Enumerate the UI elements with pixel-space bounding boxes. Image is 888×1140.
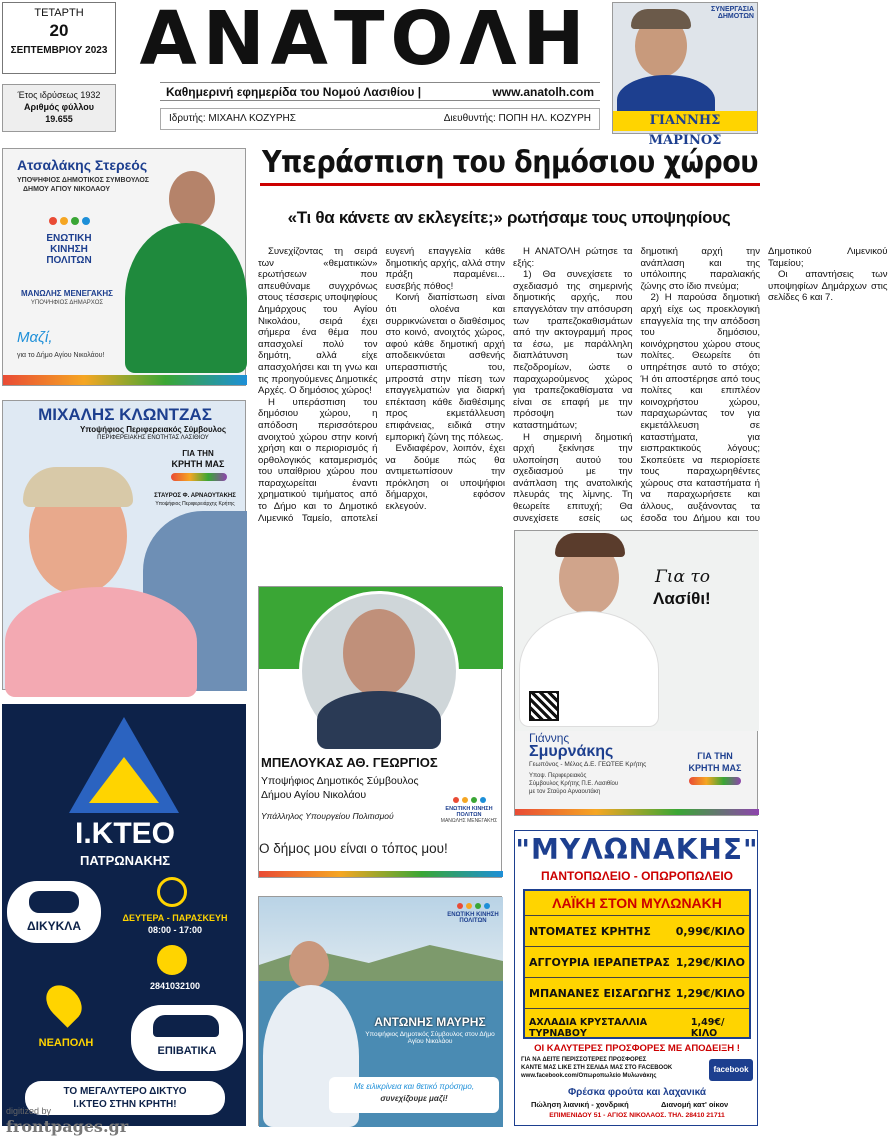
director: Διευθυντής: ΠΟΠΗ ΗΛ. ΚΟΖΥΡΗ [443, 113, 591, 124]
mavris-party: ΕΝΩΤΙΚΗ ΚΙΝΗΣΗ ΠΟΛΙΤΩΝ [447, 912, 499, 924]
price-row [525, 1009, 749, 1045]
article-paragraph: Οι απαντήσεις των υποψηφίων Δημάρχων στις σελίδες 6 και 7. [768, 269, 888, 304]
color-stripe [3, 375, 247, 385]
mavris-slogan2: συνεχίζουμε μαζί! [380, 1094, 448, 1103]
klontzas-crete: ΚΡΗΤΗ ΜΑΣ [171, 459, 225, 469]
crete-logo-icon [171, 473, 227, 481]
credits-bar [160, 108, 600, 130]
ad-smyrnakis[interactable] [514, 530, 758, 816]
item-name: ΑΓΓΟΥΡΙΑ ΙΕΡΑΠΕΤΡΑΣ [529, 956, 670, 969]
price-banner: ΛΑΪΚΗ ΣΤΟΝ ΜΥΛΩΝΑΚΗ [525, 891, 749, 916]
phone-icon [157, 945, 187, 975]
smyrnakis-job: Γεωπόνος - Μέλος Δ.Ε. ΓΕΩΤΕΕ Κρήτης [529, 761, 647, 768]
klontzas-role2: ΠΕΡΙΦΕΡΕΙΑΚΗΣ ΕΝΟΤΗΤΑΣ ΛΑΣΙΘΙΟΥ [97, 435, 209, 441]
beloukas-jacket [317, 691, 441, 749]
ad-mavris[interactable] [258, 896, 502, 1126]
item-name: ΑΧΛΑΔΙΑ ΚΡΥΣΤΑΛΛΙΑ ΤΥΡΝΑΒΟΥ [529, 1017, 648, 1039]
smyrnakis-last: Σμυρνάκης [529, 743, 614, 760]
smyrnakis-crete: ΚΡΗΤΗ ΜΑΣ [688, 763, 742, 773]
smyrnakis-role2: Σύμβουλος Κρήτης Π.Ε. Λασιθίου [529, 781, 619, 787]
item-price: 1,49€/ΚΙΛΟ [690, 1017, 725, 1039]
kteo-place: ΝΕΑΠΟΛΗ [38, 1037, 94, 1049]
date-box [2, 2, 116, 74]
ad-atsalakis[interactable] [2, 148, 246, 386]
party-logo-icon [445, 903, 501, 909]
item-price: 0,99€/ΚΙΛΟ [675, 925, 745, 938]
beloukas-name: ΜΠΕΛΟΥΚΑΣ ΑΘ. ΓΕΩΡΓΙΟΣ [261, 755, 438, 770]
founded-year: Έτος ιδρύσεως 1932 [17, 90, 101, 100]
newspaper-title: ΑΝΑΤΟΛΗ [139, 0, 591, 82]
klontzas-leader-role: Υποψήφιος Περιφερειάρχης Κρήτης [155, 501, 235, 507]
article-headline: Υπεράσπιση του δημόσιου χώρου [260, 143, 760, 186]
mayor-name: ΜΑΝΩΛΗΣ ΜΕΝΕΓΑΚΗΣ [21, 289, 113, 298]
klontzas-hair [23, 467, 133, 507]
website-link[interactable]: www.anatolh.com [492, 85, 594, 99]
mylonakis-offers: ΟΙ ΚΑΛΥΤΕΡΕΣ ΠΡΟΣΦΟΡΕΣ ΜΕ ΑΠΟΔΕΙΞΗ ! [534, 1043, 740, 1054]
clock-icon [157, 877, 187, 907]
item-price: 1,29€/ΚΙΛΟ [675, 956, 745, 969]
kteo-brand: Ι.ΚΤΕΟ [74, 817, 175, 850]
moto-badge [7, 881, 101, 943]
article-paragraph: Η ΑΝΑΤΟΛΗ ρώτησε τα εξής: [513, 246, 633, 269]
article-subhead: «Τι θα κάνετε αν εκλεγείτε;» ρωτήσαμε τους υποψηφίους [287, 208, 731, 227]
watermark-1: digitized by [6, 1106, 52, 1116]
marinos-badge: ΣΥΝΕΡΓΑΣΙΑ ΔΗΜΟΤΩΝ [711, 6, 754, 20]
location-pin-icon [39, 978, 88, 1027]
atsalakis-name: Ατσαλάκης Στερεός [17, 157, 148, 173]
article-paragraph: 1) Θα συνεχίσετε το σχεδιασμό της σημερινής δημοτικής αρχής, που επαγγελόταν την απόσυρση των τραπεζοκαθισμάτων από την ακτογραμμή προς τα έσω, με παράλληλη διαπλάτυνση των πεζοδρομίων, ώστε ο παραχωρούμενος χώρος για τραπεζοκαθίσματα να είναι σε επαφή με την πρόσοψη των καταστημάτων; [513, 269, 633, 431]
fb-url[interactable]: www.facebook.com/Οπωροπωλείο Μυλωνάκης [521, 1073, 657, 1079]
price-row [525, 978, 749, 1009]
beloukas-slogan: Ο δήμος μου είναι ο τόπος μου! [259, 841, 448, 856]
motorcycle-icon [29, 891, 79, 913]
facebook-icon[interactable]: facebook [709, 1059, 753, 1081]
mayor-role: ΥΠΟΨΗΦΙΟΣ ΔΗΜΑΡΧΟΣ [30, 300, 104, 306]
atsalakis-role2: ΔΗΜΟΥ ΑΓΙΟΥ ΝΙΚΟΛΑΟΥ [23, 186, 111, 193]
smyrnakis-hair [555, 533, 625, 557]
mylonakis-subtitle: ΠΑΝΤΟΠΩΛΕΙΟ - ΟΠΩΡΟΠΩΛΕΙΟ [541, 869, 733, 883]
klontzas-leader: ΣΤΑΥΡΟΣ Φ. ΑΡΝΑΟΥΤΑΚΗΣ [154, 493, 236, 499]
mylonakis-title: "ΜΥΛΩΝΑΚΗΣ" [515, 833, 759, 866]
beloukas-job: Υπάλληλος Υπουργείου Πολιτισμού [261, 811, 394, 821]
atsalakis-photo [169, 171, 215, 227]
watermark-2[interactable]: frontpages.gr [6, 1117, 129, 1136]
mylonakis-sales: Πώληση λιανική - χονδρική [531, 1100, 629, 1109]
beloukas-party: ΕΝΩΤΙΚΗ ΚΙΝΗΣΗ ΠΟΛΙΤΩΝ [445, 806, 493, 818]
price-row [525, 916, 749, 947]
mylonakis-fresh: Φρέσκα φρούτα και λαχανικά [567, 1087, 707, 1098]
mavris-slogan1: Με ειλικρίνεια και θετικό πρόσημο, [353, 1082, 475, 1091]
marinos-name: ΓΙΑΝΝΗΣ ΜΑΡΙΝΟΣ [613, 111, 757, 131]
price-row [525, 947, 749, 978]
ad-marinos[interactable] [612, 2, 758, 148]
klontzas-name: ΜΙΧΑΛΗΣ ΚΛΩΝΤΖΑΣ [38, 405, 212, 424]
item-price: 1,29€/ΚΙΛΟ [675, 987, 745, 1000]
article-paragraph: Η σημερινή δημοτική αρχή ξεκίνησε την υλοποίηση αυτού του σχεδιασμού με την ανάπλαση της ανατολικής πλευράς της λίμνης. Τη θεωρείτε επιτυχή; Θα συνεχίσετε εσείς ως δημοτική αρχή την ανάπλαση και της υπόλοιπης παραλιακής ζώνης στο ίδιο πνεύμα; [513, 246, 760, 524]
car-badge [131, 1005, 243, 1071]
car-label: ΕΠΙΒΑΤΙΚΑ [157, 1045, 217, 1057]
party-name-2: ΚΙΝΗΣΗ [50, 244, 88, 255]
smyrnakis-role3: με τον Σταύρο Αρναουτάκη [529, 789, 601, 795]
article-body [258, 246, 888, 526]
item-name: ΝΤΟΜΑΤΕΣ ΚΡΗΤΗΣ [529, 925, 651, 938]
mavris-role: Υποψήφιος Δημοτικός Σύμβουλος στον Δήμο Αγίου Νικολάου [365, 1031, 495, 1045]
car-icon [153, 1015, 219, 1037]
item-name: ΜΠΑΝΑΝΕΣ ΕΙΣΑΓΩΓΗΣ [529, 987, 672, 1000]
mylonakis-fb-text [521, 1056, 701, 1080]
beloukas-role2: Δήμου Αγίου Νικολάου [261, 789, 367, 801]
mylonakis-address: ΕΠΙΜΕΝΙΔΟΥ 51 - ΑΓΙΟΣ ΝΙΚΟΛΑΟΣ. ΤΗΛ. 28410 21711 [549, 1112, 725, 1119]
klontzas-shirt [5, 587, 197, 697]
atsalakis-slogan2: για το Δήμο Αγίου Νικολάου! [17, 352, 105, 359]
smyrnakis-slogan2: Λασίθι! [653, 589, 711, 608]
color-stripe [515, 809, 759, 815]
article-paragraph: Ενδιαφέρον, λοιπόν, έχει να δούμε πώς θα αντιμετωπίσουν την πρόκληση οι υποψήφιοι δήμαρχοι, εφόσον εκλεγούν. [385, 443, 505, 513]
mavris-photo [289, 941, 329, 989]
date-number: 20 [49, 21, 69, 40]
mavris-name: ΑΝΤΩΝΗΣ ΜΑΥΡΗΣ [374, 1015, 486, 1029]
kteo-name: ΠΑΤΡΩΝΑΚΗΣ [79, 853, 171, 868]
smyrnakis-for: ΓΙΑ ΤΗΝ [697, 751, 733, 761]
issue-label: Αριθμός φύλλου [24, 102, 94, 112]
moto-label: ΔΙΚΥΚΛΑ [27, 919, 81, 933]
smyrnakis-role1: Υποψ. Περιφερειακός [529, 773, 587, 779]
kteo-phone[interactable]: 2841032100 [149, 981, 201, 991]
kteo-days: ΔΕΥΤΕΡΑ - ΠΑΡΑΣΚΕΥΗ [122, 913, 228, 923]
atsalakis-slogan: Μαζί, [17, 329, 53, 346]
masthead [125, 0, 605, 80]
beloukas-party-logo [439, 797, 499, 824]
party-logo [21, 217, 117, 266]
mylonakis-delivery: Διανομή κατ' οίκον [661, 1100, 729, 1109]
atsalakis-shirt [125, 223, 247, 373]
fb-line-1: ΓΙΑ ΝΑ ΔΕΙΤΕ ΠΕΡΙΣΣΟΤΕΡΕΣ ΠΡΟΣΦΟΡΕΣ [521, 1057, 647, 1063]
color-stripe [259, 871, 503, 877]
smyrnakis-slogan1: Για το [655, 567, 710, 587]
mavris-slogan-box [329, 1077, 499, 1113]
price-list [523, 889, 751, 1039]
marinos-hair [631, 9, 691, 29]
party-name-1: ΕΝΩΤΙΚΗ [46, 233, 92, 244]
article-paragraph: 2) Η παρούσα δημοτική αρχή είχε ως προεκλογική επαγγελία της την απόδοση του δημόσιου, κοινόχρηστου χώρου στους πολίτες. Θεωρείτε ότι υπηρέτησε αυτό το στόχο; Ή ότι αποστέρησε από τους πολίτες και επιπλέον κοινοχρήστου χώρου, παραχωρώντας τον για εκμετάλλευση σε καταστήματα, για εισπρακτικούς λόγους; Σκοπεύετε να περιορίσετε τους παραχωρηθέντες χώρους στα καταστήματα ή να παραχωρήσετε και άλλους, αυξάνοντας τα έσοδα του Δήμου και του Δημοτικού Λιμενικού Ταμείου; [640, 246, 888, 524]
article-paragraph: Κοινή διαπίστωση είναι ότι ολοένα και συρρικνώνεται ο διαθέσιμος στο κοινό, ανοιχτός χώρος, αφού κάθε δημοτική αρχή αποδεικνύεται ασθενής υπερασπιστής του, μπροστά στην πίεση των επαγγελματιών για διαρκή επέκταση κάθε διαθέσιμης προς εκμετάλλευση επιφάνειας, ειδικά στην εμπορική ζώνη της πόλεως. [385, 292, 505, 443]
smyrnakis-first: Γιάννης [529, 731, 570, 745]
fb-line-2: ΚΑΝΤΕ ΜΑΣ LIKE ΣΤΗ ΣΕΛΙΔΑ ΜΑΣ ΣΤΟ FACEBOOK [521, 1065, 673, 1071]
beloukas-photo [343, 609, 415, 697]
issue-box [2, 84, 116, 132]
issue-number: 19.655 [45, 114, 73, 124]
weekday: ΤΕΤΑΡΤΗ [34, 7, 84, 19]
tagline-bar [160, 82, 600, 101]
ad-klontzas[interactable] [2, 400, 246, 690]
klontzas-for: ΓΙΑ ΤΗΝ [182, 449, 214, 458]
article-paragraph: Η υπεράσπιση του δημόσιου χώρου, η απόδοση περισσότερου ανοιχτού χώρου στην κοινή χρήση και ο περιορισμός ή ορθολογικός καταμερισμός του υπαίθριου χώρου που παραχωρείται έναντι χρηματικού τιμήματος από το Δήμο και το Δημοτικό Λιμενικό Ταμείο, αποτελεί ευγενή επαγγελία κάθε δημοτικής αρχής, αλλά στην πράξη παραμένει... ευσεβής πόθος! [258, 246, 505, 524]
crete-logo-icon [689, 777, 741, 785]
ad-beloukas[interactable] [258, 586, 502, 878]
kteo-footer-2: Ι.ΚΤΕΟ ΣΤΗΝ ΚΡΗΤΗ! [73, 1099, 177, 1110]
ad-kteo[interactable] [2, 704, 246, 1126]
ad-mylonakis[interactable] [514, 830, 758, 1126]
kteo-footer-1: ΤΟ ΜΕΓΑΛΥΤΕΡΟ ΔΙΚΤΥΟ [63, 1086, 187, 1097]
party-logo-icon [439, 797, 499, 803]
tagline: Καθημερινή εφημερίδα του Νομού Λασιθίου | [166, 85, 422, 99]
beloukas-role1: Υποψήφιος Δημοτικός Σύμβουλος [261, 775, 419, 787]
party-logo-icon [21, 217, 117, 225]
kteo-footer [25, 1081, 225, 1115]
month-year: ΣΕΠΤΕΜΒΡΙΟΥ 2023 [10, 45, 108, 56]
mavris-party-logo [445, 903, 501, 924]
qr-code-icon[interactable] [529, 691, 559, 721]
kteo-hours: 08:00 - 17:00 [147, 925, 203, 935]
party-name-3: ΠΟΛΙΤΩΝ [46, 255, 92, 266]
atsalakis-role1: ΥΠΟΨΗΦΙΟΣ ΔΗΜΟΤΙΚΟΣ ΣΥΜΒΟΥΛΟΣ [17, 177, 149, 184]
article-paragraph: Συνεχίζοντας τη σειρά των «θεματικών» ερωτήσεων που απευθύναμε συγχρόνως στους τέσσερις υποψηφίους Δημάρχους του Αγίου Νικολάου, σειρά έχει σήμερα ένα θέμα που απασχολεί πολύ τον δημότη, αλλά είχε απασχολήσει και τη γνω και τις προηγούμενες Δημοτικές Αρχές. Ο δημόσιος χώρος! [258, 246, 378, 397]
beloukas-mayor: ΜΑΝΩΛΗΣ ΜΕΝΕΓΑΚΗΣ [440, 818, 498, 824]
founder: Ιδρυτής: ΜΙΧΑΗΛ ΚΟΖΥΡΗΣ [169, 113, 296, 124]
klontzas-role1: Υποψήφιος Περιφερειακός Σύμβουλος [79, 425, 227, 434]
